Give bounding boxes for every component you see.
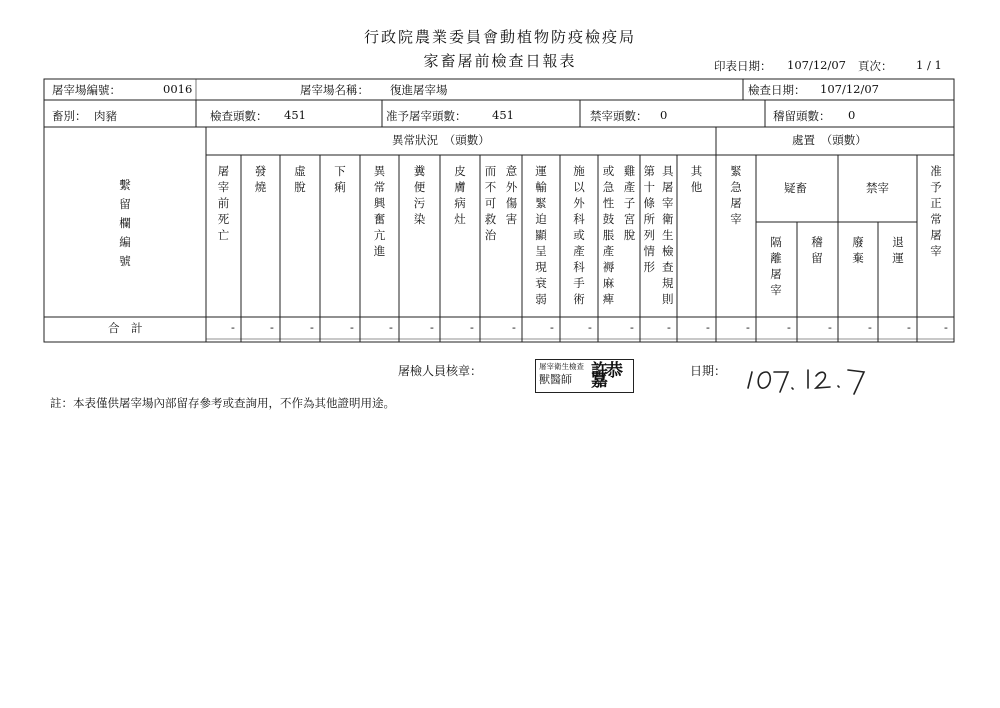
total-label: 合 計 (108, 321, 143, 335)
total-cell: - (231, 320, 235, 334)
detained-count: 0 (848, 108, 856, 122)
header-text: 雞 產 子 宮 脫 (623, 164, 636, 242)
plant-code-label: 屠宰場編號： (52, 83, 121, 97)
column-header-fever (254, 163, 268, 195)
livestock-label: 畜別： (52, 109, 87, 123)
header-text: 下 痢 (334, 164, 346, 194)
inspector-label: 屠檢人員核章： (398, 364, 483, 378)
total-cell: - (389, 320, 393, 334)
isolation-slaughter-header (766, 234, 786, 298)
stamp-name: 許恭嘉 (591, 361, 621, 391)
total-cell: - (630, 320, 634, 334)
pen-number-header (115, 176, 135, 271)
column-header-diarrhea (333, 163, 347, 195)
total-cell: - (907, 320, 911, 334)
header-text: 或 急 性 鼓 脹 產 褥 麻 痺 (602, 164, 615, 306)
plant-name: 復進屠宰場 (390, 83, 448, 97)
header-text: 廢 棄 (852, 235, 864, 265)
header-text: 隔 離 屠 宰 (770, 235, 782, 297)
disposal-header: 處置 （頭數） (792, 133, 867, 147)
total-cell: - (868, 320, 872, 334)
header-text: 稽 留 (811, 235, 823, 265)
approved-count: 451 (492, 108, 514, 122)
column-header-accidental-injury-1 (484, 163, 498, 243)
total-cell: - (746, 320, 750, 334)
header-text: 其 他 (690, 164, 703, 194)
header-text: 糞 便 污 染 (413, 164, 426, 226)
column-header-uterine-prolapse-2 (623, 163, 637, 243)
detained-label: 稽留頭數： (773, 109, 831, 123)
footnote: 註：本表僅供屠宰場內部留存參考或查詢用，不作為其他證明用途。 (50, 396, 395, 410)
discard-header (848, 234, 868, 266)
stamp-role: 獸醫師 (539, 373, 572, 386)
total-cell: - (512, 320, 516, 334)
header-text: 發 燒 (254, 164, 267, 194)
header-text: 虛 脫 (294, 164, 306, 194)
total-cell: - (430, 320, 434, 334)
total-cell: - (310, 320, 314, 334)
emergency-slaughter-header (726, 163, 746, 227)
header-text: 施 以 外 科 或 產 科 手 術 (573, 164, 585, 306)
column-header-accidental-injury-2 (505, 163, 519, 227)
report-title: 家畜屠前檢查日報表 (423, 52, 577, 70)
stamp-title: 屠宰衛生檢查 (539, 362, 584, 371)
page-label: 頁次： (858, 59, 893, 73)
print-date-label: 印表日期： (714, 59, 772, 73)
inspect-date-label: 檢查日期： (748, 83, 806, 97)
inspector-stamp (535, 359, 634, 393)
date-label: 日期： (690, 364, 727, 378)
banned-count: 0 (660, 108, 668, 122)
total-cell: - (270, 320, 274, 334)
total-cell: - (588, 320, 592, 334)
column-header-uterine-prolapse-1 (602, 163, 616, 307)
handwritten-date-signature (742, 358, 872, 403)
inspected-count: 451 (284, 108, 306, 122)
header-text: 准 予 正 常 屠 宰 (930, 164, 942, 258)
column-header-transport-stress (534, 163, 548, 307)
total-cell: - (828, 320, 832, 334)
banned-label: 禁宰頭數： (590, 109, 648, 123)
inspect-date: 107/12/07 (820, 82, 879, 96)
column-header-surgery (572, 163, 586, 307)
plant-name-label: 屠宰場名稱： (300, 83, 369, 97)
total-cell: - (787, 320, 791, 334)
header-text: 屠 宰 前 死 亡 (217, 164, 230, 242)
total-cell: - (470, 320, 474, 334)
suspect-group-header: 疑畜 (784, 181, 807, 195)
header-text: 緊 急 屠 宰 (730, 164, 742, 226)
header-text: 意 外 傷 害 (505, 164, 518, 226)
plant-code: 0016 (163, 82, 193, 96)
column-header-pre-slaughter-death (217, 163, 231, 243)
total-cell: - (350, 320, 354, 334)
approve-normal-header (926, 163, 946, 259)
header-text: 皮 膚 病 灶 (454, 164, 466, 226)
return-header (888, 234, 908, 266)
header-text: 第 十 條 所 列 情 形 (643, 164, 655, 274)
header-text: 運 輸 緊 迫 顯 呈 現 衰 弱 (535, 164, 547, 306)
abnormal-header: 異常狀況 （頭數） (392, 133, 490, 147)
column-header-regulation-article-10-2 (661, 163, 675, 307)
column-header-other (690, 163, 704, 195)
approved-label: 准予屠宰頭數： (386, 109, 467, 123)
page-value: 1 / 1 (916, 58, 942, 72)
column-header-skin-lesion (453, 163, 467, 227)
column-header-fecal-contamination (413, 163, 427, 227)
header-text: 繫 留 欄 編 號 (119, 178, 131, 268)
total-cell: - (706, 320, 710, 334)
header-text: 退 運 (892, 235, 904, 265)
column-header-abnormal-excitement (373, 163, 387, 259)
print-date: 107/12/07 (787, 58, 846, 72)
column-header-regulation-article-10-1 (642, 163, 656, 275)
total-cell: - (944, 320, 948, 334)
header-text: 而 不 可 救 治 (484, 164, 497, 242)
total-cell: - (550, 320, 554, 334)
inspected-label: 檢查頭數： (210, 109, 268, 123)
column-header-collapse (293, 163, 307, 195)
header-text: 異 常 興 奮 亢 進 (373, 164, 386, 258)
total-cell: - (667, 320, 671, 334)
banned-group-header: 禁宰 (866, 181, 889, 195)
detention-header (807, 234, 827, 266)
livestock: 肉豬 (94, 109, 117, 123)
agency-title: 行政院農業委員會動植物防疫檢疫局 (363, 28, 636, 46)
header-text: 具 屠 宰 衛 生 檢 查 規 則 (662, 164, 674, 306)
